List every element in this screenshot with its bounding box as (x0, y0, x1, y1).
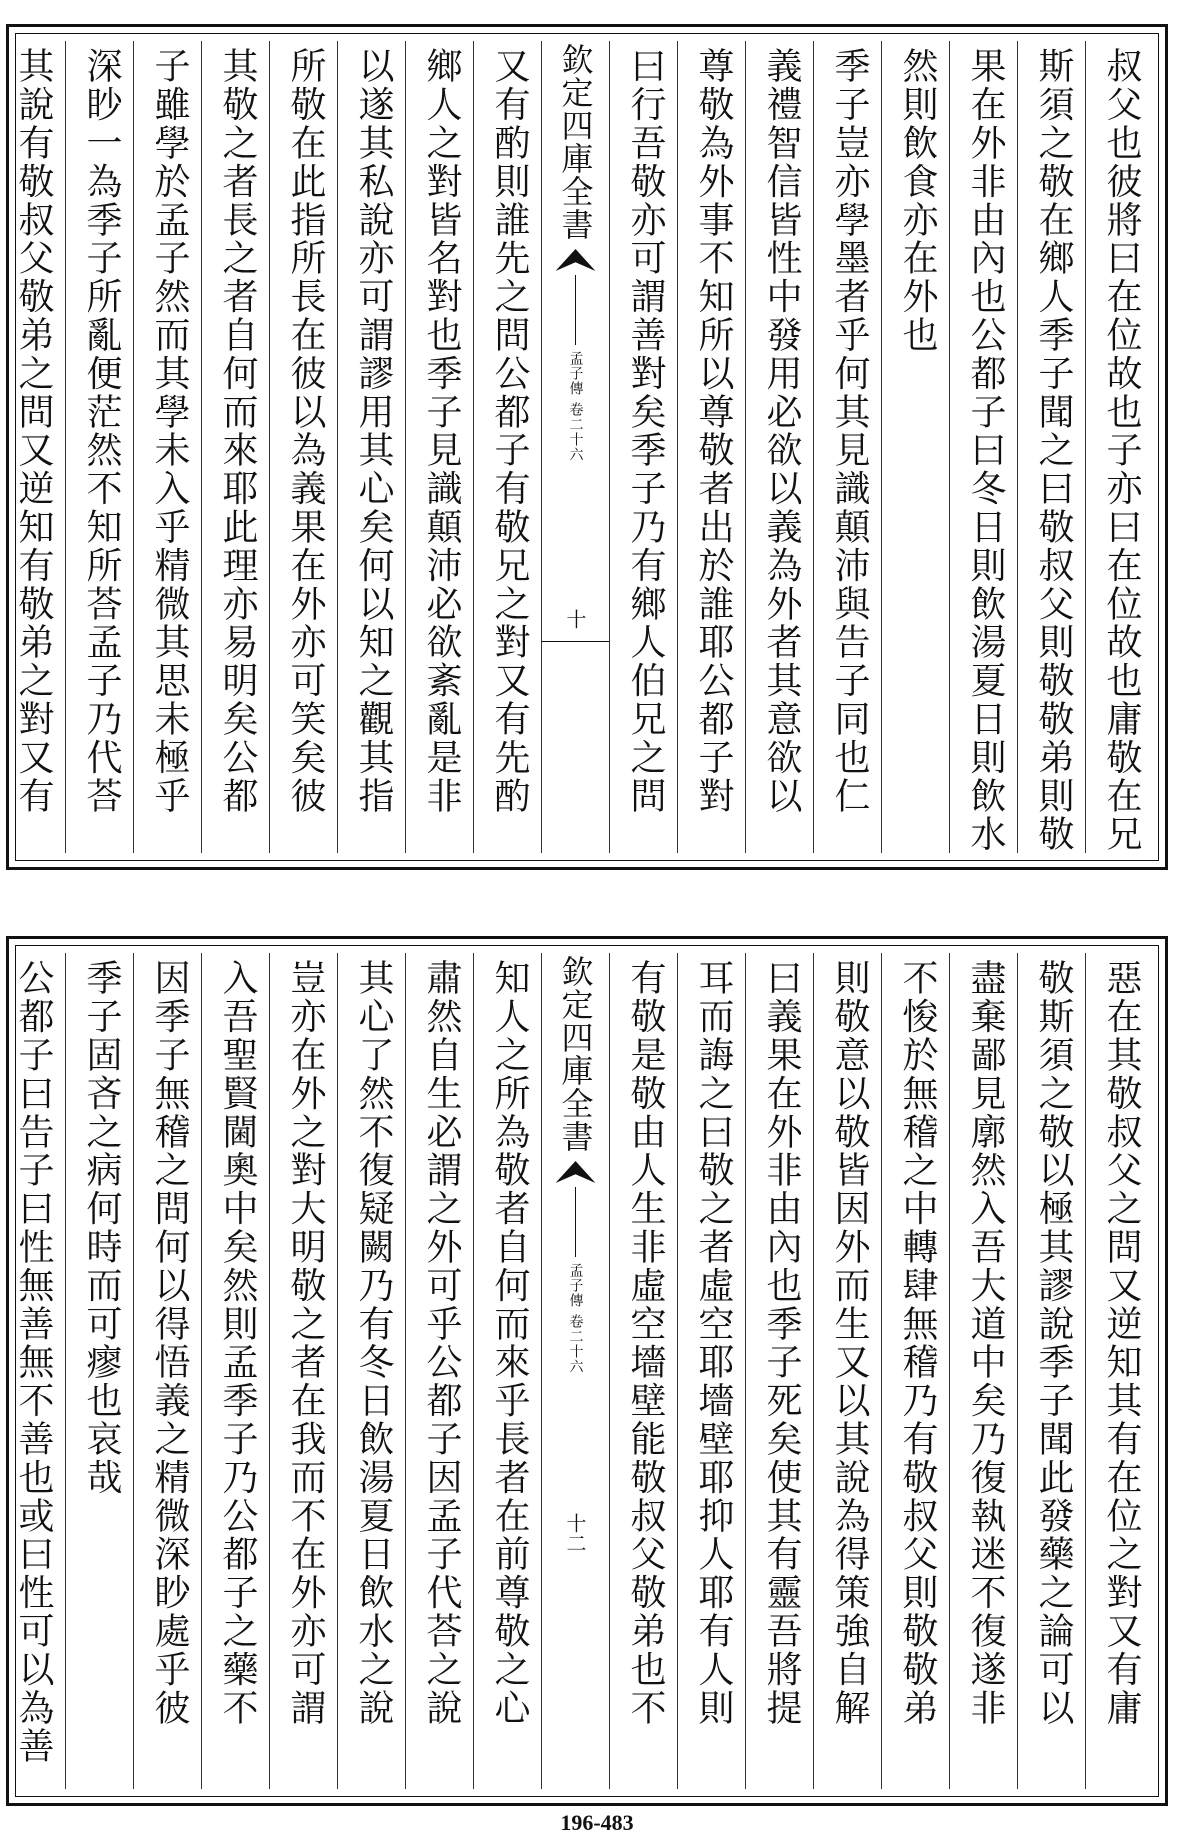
fish-tail-mark-icon (556, 249, 596, 271)
text-column: 季子豈亦學墨者乎何其見識顛沛與告子同也仁 (813, 41, 881, 853)
fold-line (575, 275, 576, 345)
text-column: 盡棄鄙見廓然入吾大道中矣乃復執迷不復遂非 (949, 953, 1017, 1789)
text-column: 則敬意以敬皆因外而生又以其說為得策強自解 (813, 953, 881, 1789)
series-title: 欽定四庫全書 (556, 43, 595, 241)
book-title: 孟子傳 (567, 1263, 584, 1308)
fish-tail-mark-icon (556, 1161, 596, 1183)
text-column: 季子固吝之病何時而可瘳也哀哉 (65, 953, 133, 1789)
text-column: 所敬在此指所長在彼以為義果在外亦可笑矣彼 (269, 41, 337, 853)
text-columns (13, 953, 1153, 1789)
text-column: 曰義果在外非由內也季子死矣使其有靈吾將提 (745, 953, 813, 1789)
book-title: 孟子傳 (567, 351, 584, 396)
text-column: 肅然自生必謂之外可乎公都子因孟子代荅之說 (405, 953, 473, 1789)
text-column: 入吾聖賢閫奧中矣然則孟季子乃公都子之藥不 (201, 953, 269, 1789)
text-column: 其敬之者長之者自何而來耶此理亦易明矣公都 (201, 41, 269, 853)
page-lower (6, 936, 1168, 1806)
text-column: 果在外非由內也公都子曰冬日則飲湯夏日則飲水 (949, 41, 1017, 853)
sheet-number: 196-483 (560, 1810, 634, 1835)
text-column: 敬斯須之敬以極其謬說季子聞此發藥之論可以 (1017, 953, 1085, 1789)
text-column: 叔父也彼將曰在位故也子亦曰在位故也庸敬在兄 (1085, 41, 1153, 853)
text-column: 因季子無稽之問何以得悟義之精微深眇處乎彼 (133, 953, 201, 1789)
folio-number: 十二 (563, 1513, 587, 1553)
center-fold (541, 953, 609, 1789)
text-column: 豈亦在外之對大明敬之者在我而不在外亦可謂 (269, 953, 337, 1789)
center-fold (541, 41, 609, 853)
text-column: 以遂其私說亦可謂謬用其心矣何以知之觀其指 (337, 41, 405, 853)
text-columns (13, 41, 1153, 853)
text-column: 耳而誨之曰敬之者虛空耶墻壁耶抑人耶有人則 (677, 953, 745, 1789)
text-column: 有敬是敬由人生非虛空墻壁能敬叔父敬弟也不 (609, 953, 677, 1789)
text-column: 鄉人之對皆名對也季子見識顛沛必欲紊亂是非 (405, 41, 473, 853)
fold-line (575, 1187, 576, 1257)
text-column: 深眇一為季子所亂便茫然不知所荅孟子乃代荅 (65, 41, 133, 853)
text-column: 又有酌則誰先之問公都子有敬兄之對又有先酌 (473, 41, 541, 853)
text-column: 知人之所為敬者自何而來乎長者在前尊敬之心 (473, 953, 541, 1789)
text-column: 子雖學於孟子然而其學未入乎精微其思未極乎 (133, 41, 201, 853)
text-column: 曰行吾敬亦可謂善對矣季子乃有鄉人伯兄之問 (609, 41, 677, 853)
text-column: 其心了然不復疑闕乃有冬日飲湯夏日飲水之說 (337, 953, 405, 1789)
text-column: 惡在其敬叔父之問又逆知其有在位之對又有庸 (1085, 953, 1153, 1789)
series-title: 欽定四庫全書 (556, 955, 595, 1153)
volume-label: 卷二十六 (567, 402, 584, 462)
text-column: 其說有敬叔父敬弟之問又逆知有敬弟之對又有 (0, 41, 65, 853)
text-column: 然則飲食亦在外也 (881, 41, 949, 853)
text-column: 尊敬為外事不知所以尊敬者出於誰耶公都子對 (677, 41, 745, 853)
text-column: 不悛於無稽之中轉肆無稽乃有敬叔父則敬敬弟 (881, 953, 949, 1789)
page-upper (6, 24, 1168, 870)
text-column: 義禮智信皆性中發用必欲以義為外者其意欲以 (745, 41, 813, 853)
folio-rule (542, 641, 609, 642)
text-column: 斯須之敬在鄉人季子聞之曰敬叔父則敬敬弟則敬 (1017, 41, 1085, 853)
text-column: 公都子曰告子曰性無善無不善也或曰性可以為善 (0, 953, 65, 1789)
volume-label: 卷二十六 (567, 1314, 584, 1374)
folio-number: 十 (563, 609, 587, 629)
